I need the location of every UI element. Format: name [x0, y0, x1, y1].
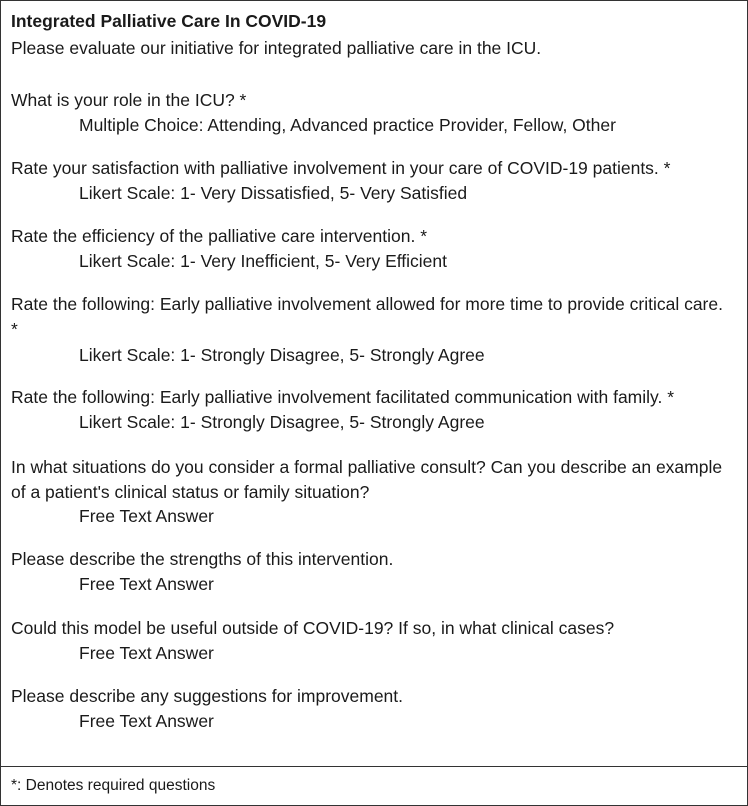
question-9: Please describe any suggestions for improvement. [11, 686, 404, 706]
answer-type-4: Likert Scale: 1- Strongly Disagree, 5- Strongly Agree [79, 345, 485, 365]
answer-type-1: Multiple Choice: Attending, Advanced practice Provider, Fellow, Other [79, 115, 616, 135]
question-8: Could this model be useful outside of COVID-19? If so, in what clinical cases? [11, 618, 615, 638]
question-2: Rate your satisfaction with palliative involvement in your care of COVID-19 patients. * [11, 158, 671, 178]
required-note: *: Denotes required questions [11, 777, 216, 794]
answer-type-2: Likert Scale: 1- Very Dissatisfied, 5- Very Satisfied [79, 183, 468, 203]
answer-type-8: Free Text Answer [79, 643, 214, 663]
question-6: In what situations do you consider a formal palliative consult? Can you describe an example of a patient's clinical status or family situation? [11, 457, 723, 502]
question-5: Rate the following: Early palliative involvement facilitated communication with family. * [11, 387, 675, 407]
answer-type-7: Free Text Answer [79, 574, 214, 594]
question-4: Rate the following: Early palliative involvement allowed for more time to provide critical care. * [11, 294, 723, 339]
answer-type-5: Likert Scale: 1- Strongly Disagree, 5- Strongly Agree [79, 412, 485, 432]
survey-title: Integrated Palliative Care In COVID-19 [11, 11, 327, 31]
answer-type-3: Likert Scale: 1- Very Inefficient, 5- Very Efficient [79, 251, 448, 271]
survey-intro: Please evaluate our initiative for integrated palliative care in the ICU. [11, 38, 542, 58]
question-7: Please describe the strengths of this intervention. [11, 549, 394, 569]
question-3: Rate the efficiency of the palliative care intervention. * [11, 226, 428, 246]
answer-type-6: Free Text Answer [79, 506, 214, 526]
answer-type-9: Free Text Answer [79, 711, 214, 731]
survey-body [1, 1, 747, 767]
question-1: What is your role in the ICU? * [11, 90, 247, 110]
